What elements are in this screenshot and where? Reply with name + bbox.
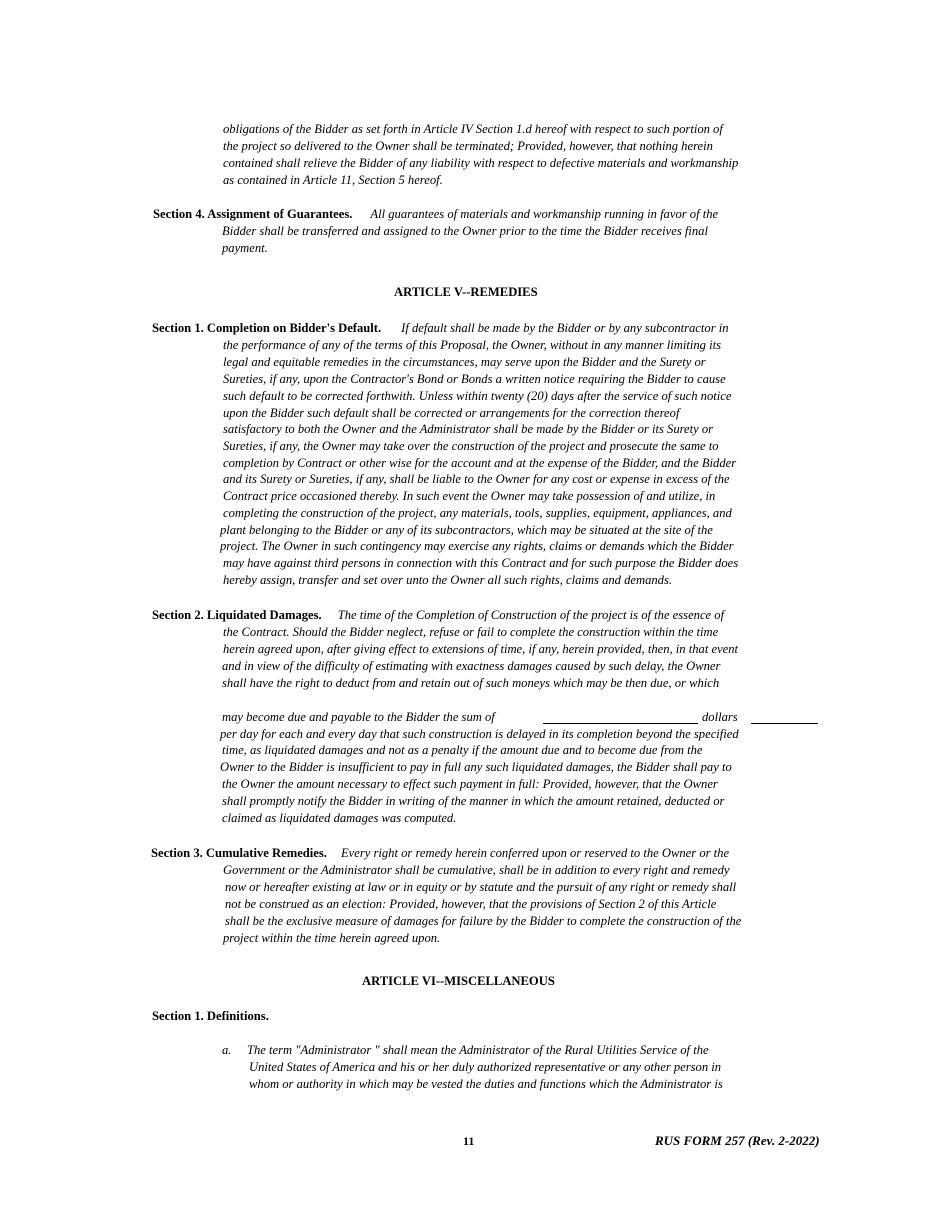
paragraph-line: project within the time herein agreed upon. — [223, 931, 441, 945]
section-heading: Section 3. Cumulative Remedies. — [151, 846, 327, 860]
article-heading: ARTICLE VI--MISCELLANEOUS — [362, 974, 555, 988]
paragraph-line: the project so delivered to the Owner shall be terminated; Provided, however, that nothing herein — [223, 139, 713, 153]
paragraph-line: as contained in Article 11, Section 5 hereof. — [223, 173, 443, 187]
paragraph-line: shall promptly notify the Bidder in writing of the manner in which the amount retained, deducted or — [222, 794, 725, 808]
amount-blank-field[interactable] — [543, 711, 698, 724]
section-heading: Section 4. Assignment of Guarantees. — [153, 207, 353, 221]
paragraph-line: Sureties, if any, the Owner may take over the construction of the project and prosecute the same to — [223, 439, 719, 453]
dollars-label: dollars — [702, 710, 738, 724]
section-first-line: If default shall be made by the Bidder or by any subcontractor in — [401, 321, 729, 335]
paragraph-line: the Owner the amount necessary to effect such payment in full: Provided, however, that the Owner — [222, 777, 718, 791]
section-first-line: Every right or remedy herein conferred upon or reserved to the Owner or the — [340, 846, 730, 860]
paragraph-line: may have against third persons in connection with this Contract and for such purpose the Bidder does — [223, 556, 739, 570]
form-identifier: RUS FORM 257 (Rev. 2-2022) — [655, 1133, 820, 1148]
section-heading: Section 1. Definitions. — [152, 1009, 269, 1023]
definition-line: United States of America and his or her duly authorized representative or any other person in — [249, 1060, 722, 1074]
paragraph-line: herein agreed upon, after giving effect to extensions of time, if any, herein provided, then, in that event — [223, 642, 739, 656]
paragraph-line: plant belonging to the Bidder or any of its subcontractors, which may be situated at the site of the — [220, 523, 713, 537]
paragraph-line: Sureties, if any, upon the Contractor's Bond or Bonds a written notice requiring the Bidder to cause — [223, 372, 726, 386]
section-first-line: All guarantees of materials and workmanship running in favor of the — [370, 207, 719, 221]
list-marker: a. — [222, 1043, 232, 1057]
paragraph-line: not be construed as an election: Provided, however, that the provisions of Section 2 of this Article — [225, 897, 717, 911]
definition-line: The term "Administrator " shall mean the Administrator of the Rural Utilities Service of the — [247, 1043, 709, 1057]
paragraph-line: claimed as liquidated damages was computed. — [222, 811, 457, 825]
paragraph-line: payment. — [222, 241, 268, 255]
paragraph-line-with-blanks — [222, 709, 495, 726]
paragraph-line: per day for each and every day that such construction is delayed in its completion beyond the specified — [220, 727, 739, 741]
paragraph-line: hereby assign, transfer and set over unto the Owner all such rights, claims and demands. — [223, 573, 673, 587]
section-heading-line — [152, 607, 724, 624]
section-heading: Section 2. Liquidated Damages. — [152, 608, 322, 622]
paragraph-line: completion by Contract or other wise for the account and at the expense of the Bidder, and the Bidder — [223, 456, 737, 470]
section-first-line: The time of the Completion of Construction of the project is of the essence of — [337, 608, 725, 622]
paragraph-line: the performance of any of the terms of this Proposal, the Owner, without in any manner limiting its — [223, 338, 722, 352]
paragraph-line: shall be the exclusive measure of damages for failure by the Bidder to complete the construction of the — [225, 914, 742, 928]
article-heading: ARTICLE V--REMEDIES — [394, 285, 538, 299]
cents-blank-field[interactable] — [751, 711, 818, 724]
paragraph-line: upon the Bidder such default shall be corrected or arrangements for the correction thereof — [223, 406, 680, 420]
paragraph-line: Contract price occasioned thereby. In such event the Owner may take possession of and utilize, in — [223, 489, 716, 503]
paragraph-line: and its Surety or Sureties, if any, shall be liable to the Owner for any cost or expense in excess of the — [223, 472, 730, 486]
paragraph-line: completing the construction of the project, any materials, tools, supplies, equipment, appliances, and — [223, 506, 732, 520]
paragraph-line: now or hereafter existing at law or in equity or by statute and the pursuit of any right or remedy shall — [225, 880, 737, 894]
definition-line: whom or authority in which may be vested the duties and functions which the Administrator is — [249, 1077, 723, 1091]
paragraph-line: Owner to the Bidder is insufficient to pay in full any such liquidated damages, the Bidder shall pay to — [220, 760, 732, 774]
paragraph-line: Government or the Administrator shall be cumulative, shall be in addition to every right and remedy — [223, 863, 730, 877]
paragraph-line: the Contract. Should the Bidder neglect, refuse or fail to complete the construction within the time — [223, 625, 719, 639]
paragraph-line: project. The Owner in such contingency may exercise any rights, claims or demands which the Bidder — [220, 539, 734, 553]
paragraph-line: and in view of the difficulty of estimating with exactness damages caused by such delay, the Owner — [222, 659, 721, 673]
paragraph-line: legal and equitable remedies in the circumstances, may serve upon the Bidder and the Surety or — [223, 355, 706, 369]
section-heading-line — [152, 320, 729, 337]
section-heading-line — [151, 845, 729, 862]
paragraph-line: time, as liquidated damages and not as a penalty if the amount due and to become due from the — [222, 743, 703, 757]
paragraph-line: Bidder shall be transferred and assigned to the Owner prior to the time the Bidder receives final — [222, 224, 708, 238]
paragraph-line: contained shall relieve the Bidder of any liability with respect to defective materials and workmanship — [223, 156, 739, 170]
section-heading-line — [153, 206, 718, 223]
sum-text: may become due and payable to the Bidder the sum of — [222, 710, 495, 724]
section-heading: Section 1. Completion on Bidder's Default. — [152, 321, 382, 335]
page-number: 11 — [463, 1134, 475, 1148]
paragraph-line: such default to be corrected forthwith. Unless within twenty (20) days after the service of such notice — [223, 389, 732, 403]
paragraph-line: obligations of the Bidder as set forth in Article IV Section 1.d hereof with respect to such portion of — [223, 122, 723, 136]
paragraph-line: shall have the right to deduct from and retain out of such moneys which may be then due, or which — [222, 676, 720, 690]
paragraph-line: satisfactory to both the Owner and the Administrator shall be made by the Bidder or its Surety or — [223, 422, 714, 436]
